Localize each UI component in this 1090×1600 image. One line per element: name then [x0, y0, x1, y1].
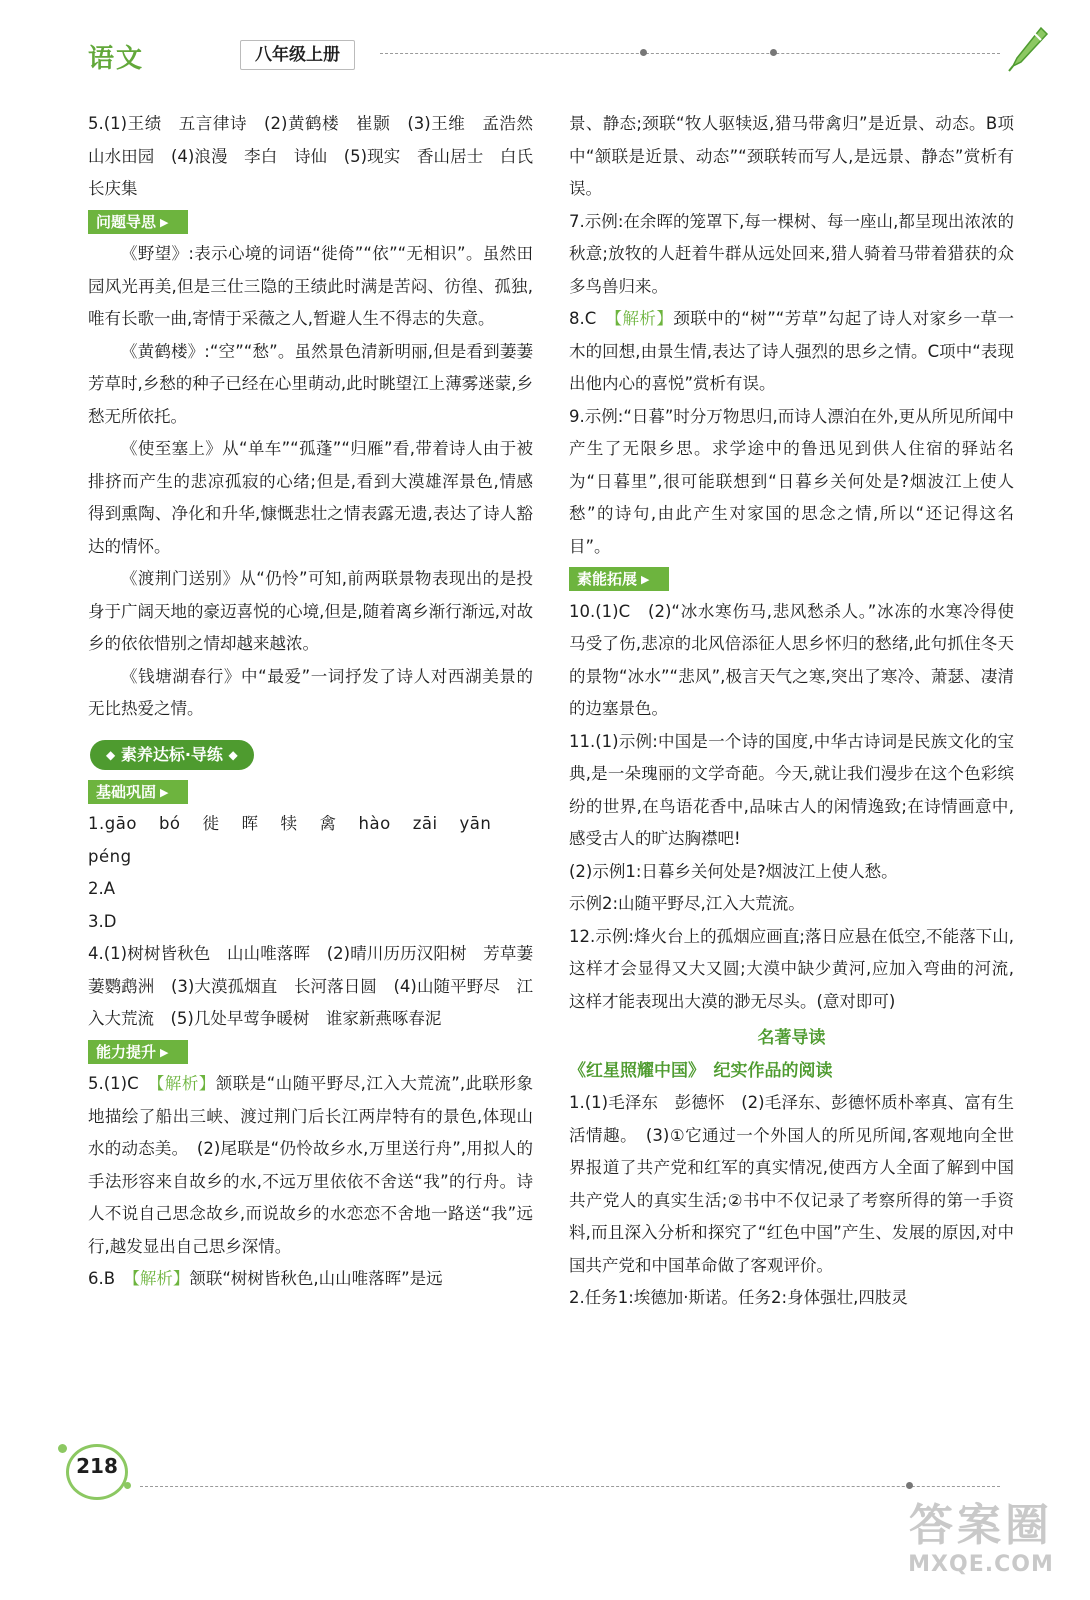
grade-label: 八年级上册: [240, 40, 355, 70]
answer-11-part2: (2)示例1:日暮乡关何处是?烟波江上使人愁。: [569, 861, 898, 881]
divider-dot: [770, 49, 777, 56]
para-qiantanghu: 《钱塘湖春行》中“最爱”一词抒发了诗人对西湖美景的无比热爱之情。: [88, 666, 533, 718]
pinyin-item: yān: [459, 814, 492, 833]
watermark: [896, 1500, 1066, 1590]
answer-2: 2.A: [88, 879, 116, 898]
divider-dot: [906, 1482, 913, 1489]
answer-4: 4.(1)树树皆秋色 山山唯落晖 (2)晴川历历汉阳树 芳草萋萋鹦鹉洲 (3)大漠孤烟直 长河落日圆 (4)山随平野尽 江入大荒流 (5)几处早莺争暖树 谁家新燕啄春泥: [88, 944, 533, 1028]
play-triangle-icon: ▶: [160, 785, 169, 799]
diamond-icon: ◆: [228, 747, 238, 762]
answer-10: 10.(1)C (2)“冰水寒伤马,悲风愁杀人。”冰冻的水寒冷得使马受了伤,悲凉的北风倍添征人思乡怀归的愁绪,此句抓住冬天的景物“冰水”“悲风”,极言天气之寒,突出了寒冷、萧瑟、凄清的边塞景色。: [569, 601, 1014, 718]
answer-11-part3: 示例2:山随平野尽,江入大荒流。: [569, 894, 805, 913]
tag-label: 素能拓展: [577, 570, 638, 588]
pinyin-item: 晖: [241, 814, 259, 833]
pinyin-item: 1.gāo: [88, 814, 137, 833]
diamond-icon: ◆: [106, 747, 116, 762]
answer-text: 颔联是“山随平野尽,江入大荒流”,此联形象地描绘了船出三峡、渡过荆门后长江两岸特有的景色,体现山水的动态美。 (2)尾联是“仍怜故乡水,万里送行舟”,用拟人的手法形容来自故乡的水,不远万里依依不舍送“我”的行舟。诗人不说自己思念故乡,而说故乡的水恋恋不舍地一路送“我”远行,越发显出自己思乡深情。: [88, 1074, 534, 1256]
answer-1-pinyin: [88, 808, 533, 873]
play-triangle-icon: ▶: [160, 1045, 169, 1059]
play-triangle-icon: ▶: [641, 573, 650, 586]
analysis-label: 【解析】: [131, 1269, 190, 1288]
pinyin-item: péng: [88, 846, 132, 866]
fountain-pen-icon: [1005, 24, 1049, 74]
analysis-label: 【解析】: [156, 1074, 216, 1093]
answer-label: 8.C: [569, 309, 614, 328]
para-dujingmen: 《渡荆门送别》从“仍怜”可知,前两联景物表现出的是投身于广阔天地的豪迈喜悦的心境,但是,随着离乡渐行渐远,对故乡的依依惜别之情却越来越浓。: [88, 569, 533, 653]
classics-answer-1: 1.(1)毛泽东 彭德怀 (2)毛泽东、彭德怀质朴率真、富有生活情趣。 (3)①它通过一个外国人的所见所闻,客观地向全世界报道了共产党和红军的真实情况,使西方人全面了解到中国共产党人的真实生活;②书中不仅记录了考察所得的第一手资料,而且深入分析和探究了“红色中国”产生、发展的原因,对中国共产党和中国革命做了客观评价。: [569, 1093, 1014, 1275]
play-triangle-icon: ▶: [160, 215, 169, 229]
tag-label: 问题导思: [96, 212, 157, 231]
section-heading-classics: 名著导读: [757, 1028, 826, 1048]
answer-5b: [88, 1068, 533, 1263]
pinyin-item: hào: [358, 814, 391, 833]
answer-3: 3.D: [88, 911, 117, 931]
page-number: 218: [76, 1454, 118, 1478]
answer-5-authors: 5.(1)王绩 五言律诗 (2)黄鹤楼 崔颢 (3)王维 孟浩然 山水田园 (4)浪漫 李白 诗仙 (5)现实 香山居士 白氏长庆集: [88, 114, 550, 198]
section-tag-wenti: [88, 210, 188, 234]
para-yewang: 《野望》:表示心境的词语“徙倚”“依”“无相识”。虽然田园风光再美,但是三仕三隐的王绩此时满是苦闷、彷徨、孤独,唯有长歌一曲,寄情于采薇之人,暂避人生不得志的失意。: [88, 244, 533, 328]
answer-label: 5.(1)C: [88, 1074, 157, 1093]
pinyin-item: bó: [158, 814, 181, 833]
practice-banner: [90, 740, 254, 770]
pinyin-item: 犊: [280, 814, 298, 833]
banner-label: 素养达标·导练: [120, 744, 223, 764]
section-tag-nengli: [88, 1040, 188, 1064]
analysis-label: 【解析】: [613, 309, 674, 328]
answer-label: 6.B: [88, 1269, 132, 1288]
pinyin-item: zāi: [412, 814, 438, 833]
left-column: [88, 108, 550, 1296]
pinyin-item: 徙: [202, 814, 220, 833]
classics-answer-2: 2.任务1:埃德加·斯诺。任务2:身体强壮,四肢灵: [569, 1288, 908, 1307]
footer-divider: [140, 1486, 1000, 1487]
book-heading: 《红星照耀中国》 纪实作品的阅读: [569, 1060, 833, 1081]
right-column: [569, 108, 1014, 1315]
tag-label: 能力提升: [96, 1042, 157, 1061]
divider-dot: [640, 49, 647, 56]
answer-7: 7.示例:在余晖的笼罩下,每一棵树、每一座山,都呈现出浓浓的秋意;放牧的人赶着牛群从远处回来,猎人骑着马带着猎获的众多鸟兽归来。: [569, 211, 1014, 296]
answer-12: 12.示例:烽火台上的孤烟应画直;落日应悬在低空,不能落下山,这样才会显得又大又圆;大漠中缺少黄河,应加入弯曲的河流,这样才能表现出大漠的渺无尽头。(意对即可): [569, 926, 1014, 1011]
para-huanghelou: 《黄鹤楼》:“空”“愁”。虽然景色清新明丽,但是看到萋萋芳草时,乡愁的种子已经在心里萌动,此时眺望江上薄雾迷蒙,乡愁无所依托。: [88, 341, 533, 426]
answer-6: [88, 1263, 533, 1296]
page-number-badge: [58, 1440, 138, 1500]
para-shizhisaishang: 《使至塞上》从“单车”“孤蓬”“归雁”看,带着诗人由于被排挤而产生的悲凉孤寂的心绪;但是,看到大漠雄浑景色,情感得到熏陶、净化和升华,慷慨悲壮之情表露无遗,表达了诗人豁达的情怀。: [88, 439, 533, 556]
page-header: [80, 30, 1040, 80]
answer-11-part1: 11.(1)示例:中国是一个诗的国度,中华古诗词是民族文化的宝典,是一朵瑰丽的文学奇葩。今天,就让我们漫步在这个色彩缤纷的世界,在鸟语花香中,品味古人的闲情逸致;在诗情画意中,感受古人的旷达胸襟吧!: [569, 731, 1014, 848]
pinyin-item: 禽: [319, 814, 337, 833]
header-divider: [380, 53, 1000, 54]
answer-text: 颈联中的“树”“芳草”勾起了诗人对家乡一草一木的回想,由景生情,表达了诗人强烈的思乡之情。C项中“表现出他内心的喜悦”赏析有误。: [569, 309, 1014, 393]
section-tag-suneng: [569, 567, 669, 591]
section-tag-jichu: [88, 780, 188, 804]
answer-8: [569, 303, 1014, 401]
answer-6-continued: 景、静态;颈联“牧人驱犊返,猎马带禽归”是近景、动态。B项中“颔联是近景、动态”“颈联转而写人,是远景、静态”赏析有误。: [569, 114, 1014, 198]
watermark-url: MXQE.COM: [908, 1552, 1054, 1577]
watermark-logo: 答案圈: [909, 1500, 1053, 1551]
subject-title: 语文: [88, 44, 145, 74]
answer-text: 颔联“树树皆秋色,山山唯落晖”是远: [189, 1269, 443, 1288]
answer-9: 9.示例:“日暮”时分万物思归,而诗人漂泊在外,更从所见所闻中产生了无限乡思。求学途中的鲁迅见到供人住宿的驿站名为“日暮里”,很可能联想到“日暮乡关何处是?烟波江上使人愁”的诗句,由此产生对家国的思念之情,所以“还记得这名目”。: [569, 406, 1014, 556]
tag-label: 基础巩固: [96, 782, 157, 801]
decor-dot: [58, 1444, 67, 1453]
